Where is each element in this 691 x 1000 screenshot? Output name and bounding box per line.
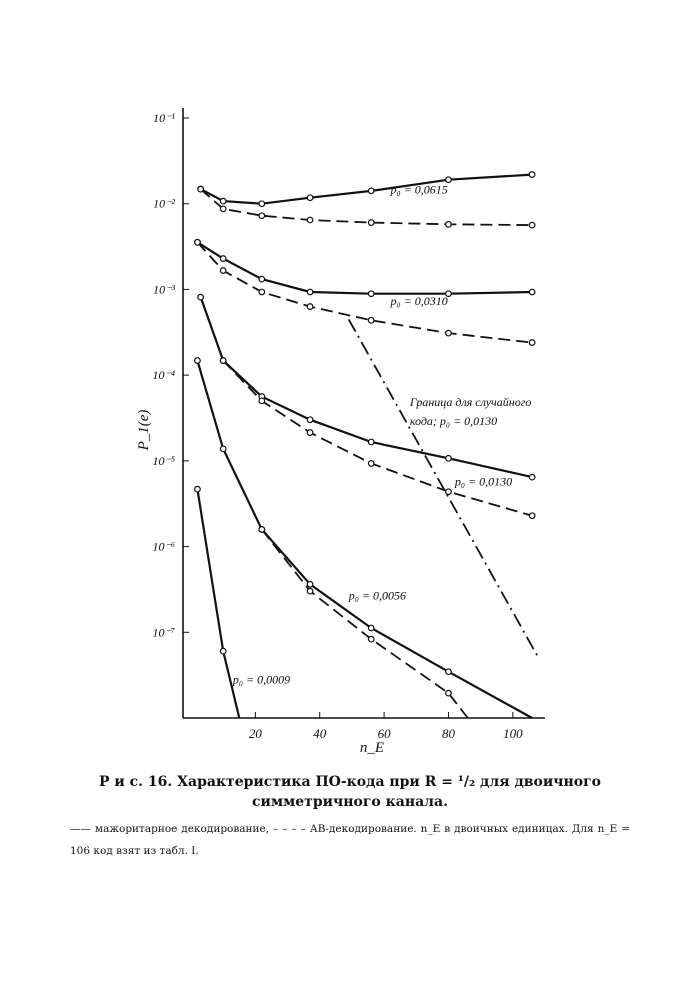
annotation-label: p₀ = 0,0056 <box>348 588 406 603</box>
data-point <box>220 446 226 452</box>
data-point <box>220 206 226 212</box>
x-tick-label: 20 <box>248 726 262 741</box>
annotation-label: кода; p₀ = 0,0130 <box>409 413 498 428</box>
legend-note: —— мажоритарное декодирование, – – – – АВ-декодирование. n_E в двоичных единицах. Для n_E = 106 код взят из табл. I. <box>70 823 630 857</box>
data-point <box>307 304 313 310</box>
x-tick-label: 80 <box>441 726 455 741</box>
data-point <box>368 636 374 642</box>
data-point <box>529 513 535 519</box>
data-point <box>259 276 265 282</box>
data-point <box>368 291 374 297</box>
data-point <box>259 527 265 533</box>
data-point <box>368 439 374 445</box>
series-line <box>201 175 532 204</box>
data-point <box>529 172 535 178</box>
data-point <box>307 588 313 594</box>
x-tick-label: 60 <box>377 726 391 741</box>
series-line <box>201 189 532 225</box>
series-line <box>201 297 532 477</box>
data-point <box>307 417 313 423</box>
data-point <box>220 268 226 274</box>
data-point <box>307 217 313 223</box>
data-point <box>368 188 374 194</box>
data-point <box>220 256 226 262</box>
data-point <box>198 294 204 300</box>
data-point <box>220 358 226 364</box>
data-point <box>446 221 452 227</box>
annotation-label: p₀ = 0,0310 <box>390 293 448 308</box>
data-point <box>368 317 374 323</box>
x-tick-label: 100 <box>503 726 523 741</box>
data-point <box>446 669 452 675</box>
data-point <box>368 461 374 467</box>
data-point <box>259 398 265 404</box>
data-point <box>307 195 313 201</box>
data-point <box>198 186 204 192</box>
data-point <box>529 289 535 295</box>
data-point <box>529 340 535 346</box>
y-tick-label: 10⁻⁴ <box>152 368 175 383</box>
x-axis-title: n_E <box>359 740 385 756</box>
data-point <box>529 222 535 228</box>
annotation-label: p₀ = 0,0130 <box>454 474 513 489</box>
data-point <box>220 648 226 654</box>
y-tick-label: 10⁻⁵ <box>152 453 175 468</box>
data-point <box>259 201 265 207</box>
data-point <box>259 289 265 295</box>
data-point <box>529 474 535 480</box>
series-line <box>223 361 532 516</box>
y-tick-label: 10⁻¹ <box>153 111 175 125</box>
data-point <box>259 213 265 219</box>
x-tick-label: 40 <box>313 726 327 741</box>
data-point <box>446 690 452 696</box>
y-tick-label: 10⁻⁶ <box>152 539 175 554</box>
data-point <box>368 625 374 631</box>
y-tick-label: 10⁻⁷ <box>152 625 175 640</box>
y-axis-title: P_1(e) <box>136 409 152 451</box>
data-point <box>195 239 201 245</box>
data-point <box>220 198 226 204</box>
data-point <box>195 358 201 364</box>
data-point <box>307 430 313 436</box>
series-line <box>197 242 532 293</box>
data-point <box>446 489 452 495</box>
annotation-label: p₀ = 0,0615 <box>390 182 448 197</box>
figure-caption <box>60 772 640 812</box>
data-point <box>446 455 452 461</box>
data-point <box>307 581 313 587</box>
annotation-label: p₀ = 0,0009 <box>232 672 291 687</box>
data-point <box>446 330 452 336</box>
y-tick-label: 10⁻² <box>153 196 175 211</box>
y-tick-label: 10⁻³ <box>153 282 175 297</box>
caption-main: Р и с. 16. Характеристика ПО-кода при R = ¹/₂ для двоичного симметричного канала. <box>98 774 602 810</box>
annotation-label: Граница для случайного <box>409 395 532 409</box>
data-point <box>368 220 374 226</box>
data-point <box>307 289 313 295</box>
data-point <box>195 486 201 492</box>
